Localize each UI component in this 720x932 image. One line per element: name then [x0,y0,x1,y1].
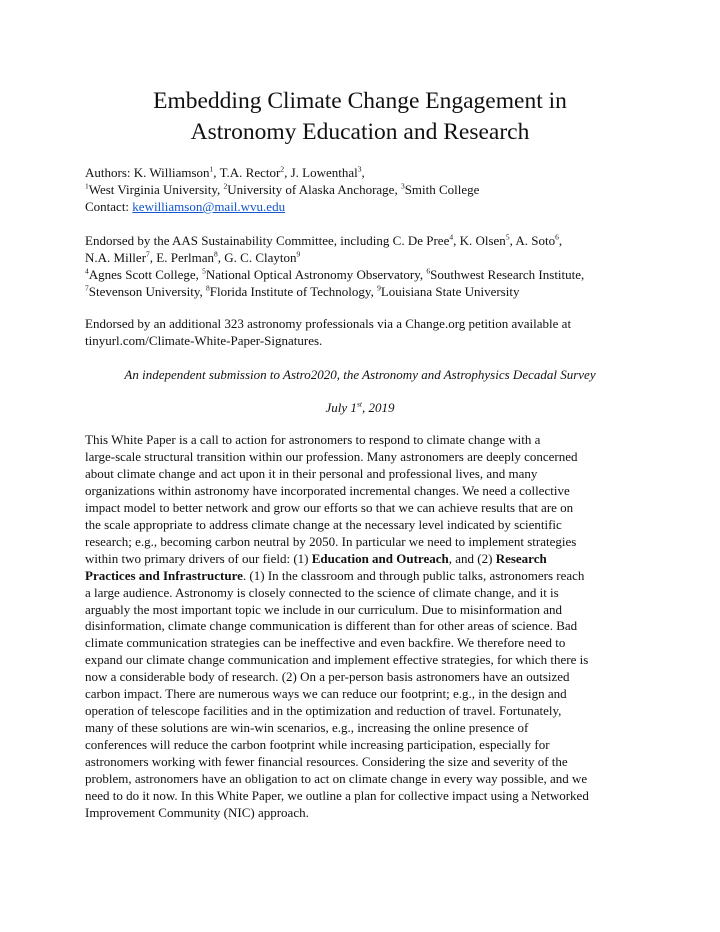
endorser-affiliations-line: $^7$Stevenson University, $^8$Florida Institute of Technology, $^9$Louisiana State University [85,283,520,299]
affiliation: West Virginia University [88,182,218,197]
affiliation-mark: 7 [85,283,89,293]
endorser-mark: 8 [214,249,218,259]
affiliation-mark: 6 [426,266,431,276]
contact-email-link[interactable]: kewilliamson@mail.wvu.edu [132,199,286,214]
abstract-fragment: . (1) In the classroom and through public talks, astronomers reach [242,567,585,583]
authors-block [85,164,645,215]
endorser-name: N.A. Miller [85,250,147,265]
submission-note [60,366,660,383]
endorser-name: C. De Pree [392,233,450,248]
abstract-fragment: , and (2) [448,550,496,566]
abstract-line: many of these solutions are win-win scenarios, e.g., increasing the online presence of [85,720,529,736]
affiliation: Stevenson University [88,284,200,299]
endorsement-block [85,232,645,300]
abstract-line: organizations within astronomy have incorporated incremental changes. We need a collective [85,482,570,498]
abstract-fragment: within two primary drivers of our field: (1) [85,550,312,566]
affiliation-mark: 5 [202,266,206,276]
abstract-bold-term: Research [495,550,547,566]
author-name: J. Lowenthal [290,165,358,180]
affiliation-mark: 4 [85,266,89,276]
endorser-mark: 9 [296,249,301,259]
contact-label: Contact: [85,199,130,214]
abstract-line: the scale appropriate to address climate change at the necessary level indicated by scientific [85,516,562,532]
endorser-name: A. Soto [515,233,556,248]
affiliation: Agnes Scott College [88,267,196,282]
author-mark: 3 [357,164,362,174]
date-year: , 2019 [361,400,395,415]
abstract-line: disinformation, climate change communication is different than for other areas of science. Bad [85,618,578,634]
abstract-bold-term: Education and Outreach [311,550,449,566]
submission-text: An independent submission to Astro2020, the Astronomy and Astrophysics Decadal Survey [124,367,596,382]
endorser-name: K. Olsen [459,233,506,248]
abstract-line: research; e.g., becoming carbon neutral by 2050. In particular we need to implement strategies [85,533,577,549]
abstract-bold-term: Practices and Infrastructure [85,567,243,583]
abstract-line: problem, astronomers have an obligation to act on climate change in every way possible, and we [85,771,588,787]
endorser-mark: 7 [146,249,150,259]
abstract-line: expand our climate change communication and implement effective strategies, for which there is [85,652,589,668]
abstract-line: astronomers working with fewer financial resources. Considering the size and severity of the [85,754,568,770]
date-text [60,399,660,416]
endorser-name: G. C. Clayton [224,250,297,265]
abstract-line: Improvement Community (NIC) approach. [85,804,309,820]
authors-line: Authors: K. Williamson$^1$, T.A. Rector$^2$, J. Lowenthal$^3$, [85,164,365,180]
endorser-mark: 5 [505,232,510,242]
endorsement-line: Endorsed by the AAS Sustainability Committee, including C. De Pree$^4$, K. Olsen$^5$, A. Soto$^6$, [85,232,563,248]
affiliation: National Optical Astronomy Observatory [205,267,420,282]
date-line [60,399,660,416]
abstract-line: impact model to better network and grow our efforts so that we can achieve results that are on [85,499,574,515]
abstract-line: a large audience. Astronomy is closely connected to the science of climate change, and it is [85,584,559,600]
affiliation: Southwest Research Institute [430,267,582,282]
abstract-line: operation of telescope facilities and in the optimization and reduction of travel. Fortunately, [85,703,562,719]
endorsement-line: N.A. Miller$^7$, E. Perlman$^8$, G. C. Clayton$^9$ [85,249,301,265]
author-mark: 2 [280,164,285,174]
author-name: T.A. Rector [219,165,281,180]
affiliation: Smith College [404,182,480,197]
affiliations-line: $^1$West Virginia University, $^2$University of Alaska Anchorage, $^3$Smith College [85,181,480,197]
petition-line: Endorsed by an additional 323 astronomy professionals via a Change.org petition available at [85,316,572,331]
affiliation: Louisiana State University [380,284,520,299]
endorser-affiliations-line: $^4$Agnes Scott College, $^5$National Optical Astronomy Observatory, $^6$Southwest Research Institute, [85,266,585,282]
affiliation-mark: 2 [223,181,228,191]
endorsement-intro: Endorsed by the AAS Sustainability Committee, including [85,233,390,248]
abstract-line: now a considerable body of research. (2) On a per-person basis astronomers have an outsized [85,669,570,685]
affiliation: University of Alaska Anchorage [227,182,395,197]
petition-line: tinyurl.com/Climate-White-Paper-Signatures. [85,333,323,348]
abstract-line: carbon impact. There are numerous ways we can reduce our footprint; e.g., in the design and [85,686,567,702]
affiliation-mark: 1 [85,181,89,191]
abstract-line: large-scale structural transition within our profession. Many astronomers are deeply concerned [85,448,578,464]
date-suffix: st [356,399,362,409]
abstract-line: about climate change and act upon it in their personal and professional lives, and many [85,465,538,481]
abstract-line [85,551,637,568]
affiliation-mark: 9 [377,283,381,293]
paper-title [60,86,660,148]
endorser-mark: 6 [555,232,559,242]
affiliation-mark: 3 [400,181,405,191]
abstract-line: This White Paper is a call to action for astronomers to respond to climate change with a [85,432,541,447]
abstract-line: conferences will reduce the carbon footprint while increasing participation, especially for [85,737,550,753]
affiliation-mark: 8 [205,283,210,293]
contact-line [85,198,645,215]
endorser-name: E. Perlman [156,250,215,265]
petition-block [85,315,645,349]
abstract-line [85,568,637,585]
abstract-line: arguably the most important topic we include in our curriculum. Due to misinformation and [85,601,563,617]
author-mark: 1 [209,164,214,174]
endorser-mark: 4 [449,232,454,242]
affiliation: Florida Institute of Technology [209,284,371,299]
title-line: Astronomy Education and Research [190,119,530,145]
abstract-paragraph [85,432,637,822]
author-name: K. Williamson [133,165,210,180]
abstract-line: need to do it now. In this White Paper, we outline a plan for collective impact using a Networked [85,788,589,804]
date-prefix: July 1 [325,400,357,415]
abstract-line: climate communication strategies can be ineffective and even backfire. We therefore need to [85,635,566,651]
title-line: Embedding Climate Change Engagement in [153,88,567,114]
authors-label: Authors: [85,165,131,180]
